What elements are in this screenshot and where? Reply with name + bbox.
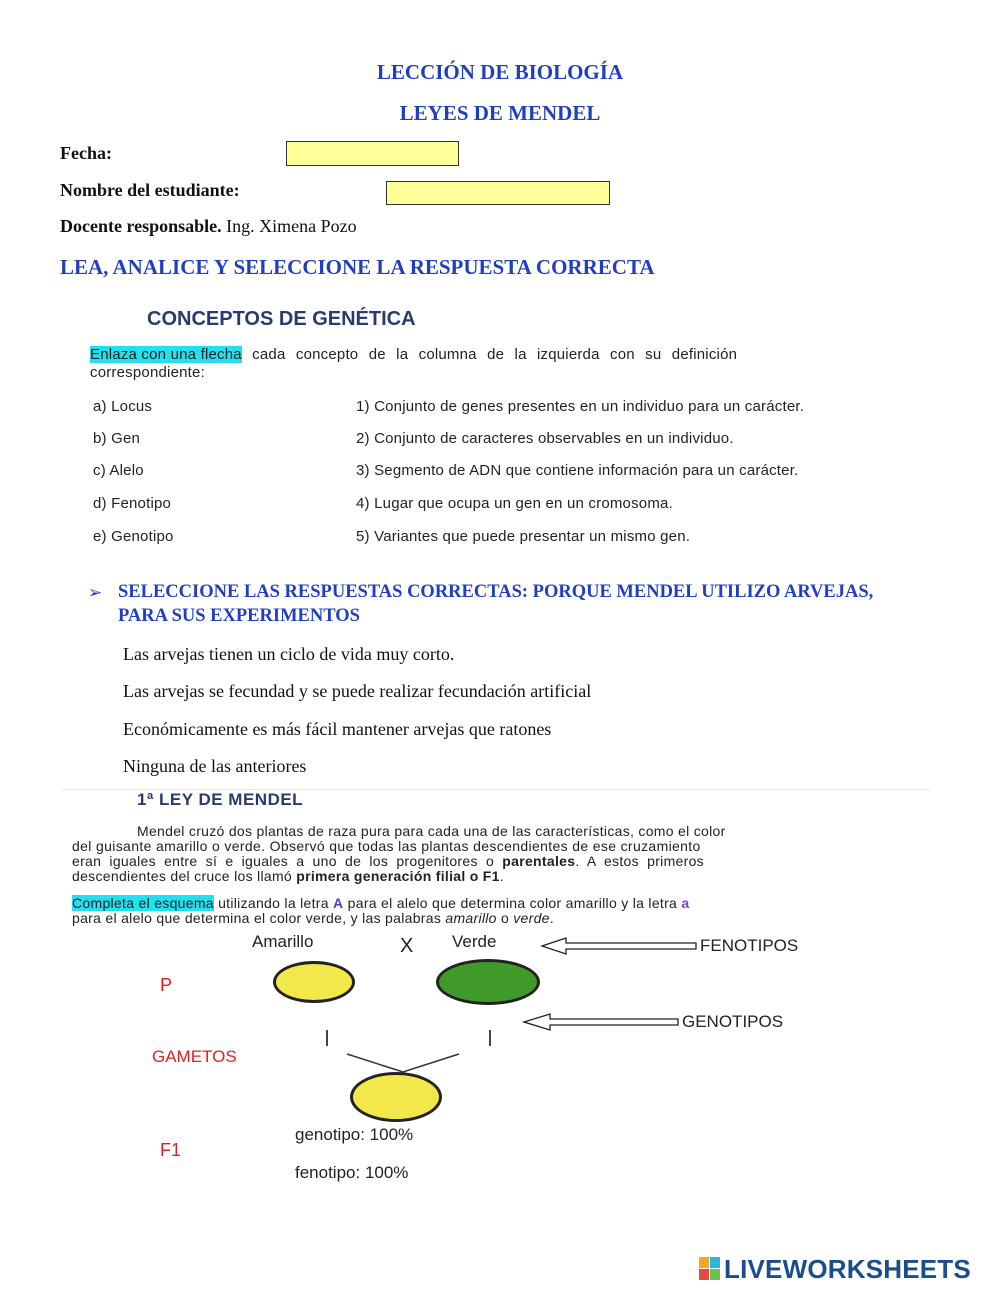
verde-label: Verde [452, 932, 497, 951]
genotipos-arrow-icon [522, 1010, 682, 1034]
answer-option-4[interactable]: Ninguna de las anteriores [123, 756, 307, 776]
genotipos-label: GENOTIPOS [682, 1012, 784, 1031]
task-amarillo: amarillo [445, 910, 497, 926]
concept-right-4[interactable]: 4) Lugar que ocupa un gen en un cromosoma. [356, 495, 673, 512]
concept-right-1[interactable]: 1) Conjunto de genes presentes en un individuo para un carácter. [356, 398, 805, 415]
fenotipo-label: fenotipo: 100% [295, 1163, 409, 1182]
para-line4-end: . [499, 868, 504, 884]
question-line2: PARA SUS EXPERIMENTOS [118, 606, 360, 626]
docente-value: Ing. Ximena Pozo [221, 216, 357, 236]
green-parent-circle [436, 959, 540, 1005]
para-line3-bold: parentales [502, 853, 576, 869]
gamete-mark-left [326, 1030, 328, 1046]
mendel-para-line1: Mendel cruzó dos plantas de raza pura para cada una de las características, como el color [137, 823, 726, 839]
task-letter-A: A [333, 895, 344, 911]
fenotipos-label: FENOTIPOS [700, 936, 799, 955]
question-line1: SELECCIONE LAS RESPUESTAS CORRECTAS: PORQUE MENDEL UTILIZO ARVEJAS, [118, 582, 874, 602]
cross-x-label: X [400, 935, 414, 957]
liveworksheets-logo [699, 1257, 721, 1281]
mendel-para-line2: del guisante amarillo o verde. Observó que todas las plantas descendientes de ese cruzamiento [72, 838, 701, 854]
concept-left-b[interactable]: b) Gen [93, 430, 141, 447]
docente-line [60, 216, 357, 237]
answer-option-1[interactable]: Las arvejas tienen un ciclo de vida muy corto. [123, 644, 455, 664]
task-line2 [72, 910, 554, 926]
concept-right-3[interactable]: 3) Segmento de ADN que contiene información para un carácter. [356, 462, 799, 479]
bullet-arrow-icon: ➢ [88, 583, 103, 602]
answer-option-3[interactable]: Económicamente es más fácil mantener arvejas que ratones [123, 719, 552, 739]
task-l1a: utilizando la letra [213, 895, 334, 911]
para-line3-text: eran iguales entre sí e iguales a uno de los progenitores o [72, 853, 495, 869]
task-l2a: para el alelo que determina el color verde, y las palabras [72, 910, 446, 926]
fecha-label: Fecha: [60, 143, 112, 163]
instruction-heading: LEA, ANALICE Y SELECCIONE LA RESPUESTA CORRECTA [60, 255, 655, 279]
fecha-input[interactable] [286, 141, 459, 166]
mendel-para-line3 [72, 853, 704, 869]
conceptos-title: CONCEPTOS DE GENÉTICA [147, 308, 416, 330]
task-l1b: para el alelo que determina color amarillo y la letra [343, 895, 682, 911]
f1-label: F1 [160, 1140, 182, 1160]
page-title: LECCIÓN DE BIOLOGÍA [376, 60, 624, 84]
concept-right-2[interactable]: 2) Conjunto de caracteres observables en un individuo. [356, 430, 734, 447]
task-letter-a: a [681, 895, 690, 911]
p-label: P [160, 975, 173, 995]
liveworksheets-brand: LIVEWORKSHEETS [724, 1254, 971, 1284]
page-subtitle: LEYES DE MENDEL [399, 101, 601, 125]
para-line4-bold: primera generación filial o F1 [296, 868, 500, 884]
liveworksheets-logo-icon [699, 1257, 721, 1281]
amarillo-label: Amarillo [252, 932, 314, 951]
yellow-f1-circle [350, 1072, 442, 1122]
para-line3-end: . A estos primeros [575, 853, 704, 869]
task-verde: verde [513, 910, 550, 926]
task-line1 [72, 895, 689, 911]
concept-left-a[interactable]: a) Locus [93, 398, 153, 415]
genotipo-label: genotipo: 100% [295, 1125, 414, 1144]
intro-rest: cada concepto de la columna de la izquierda con su definición [241, 346, 738, 363]
nombre-label: Nombre del estudiante: [60, 180, 240, 200]
concept-left-e[interactable]: e) Genotipo [93, 528, 174, 545]
gamete-mark-right [489, 1030, 491, 1046]
fenotipos-arrow-icon [540, 934, 700, 958]
yellow-parent-circle [273, 961, 355, 1003]
task-o: o [496, 910, 514, 926]
concept-left-d[interactable]: d) Fenotipo [93, 495, 172, 512]
nombre-input[interactable] [386, 181, 610, 205]
concept-right-5[interactable]: 5) Variantes que puede presentar un mismo gen. [356, 528, 691, 545]
intro-highlight: Enlaza con una flecha [90, 346, 242, 363]
mendel-title: 1ª LEY DE MENDEL [137, 790, 304, 809]
mendel-para-line4 [72, 868, 504, 884]
answer-option-2[interactable]: Las arvejas se fecundad y se puede realizar fecundación artificial [123, 681, 592, 701]
task-end: . [549, 910, 554, 926]
conceptos-intro-line2: correspondiente: [90, 364, 205, 381]
para-line4-text: descendientes del cruce los llamó [72, 868, 293, 884]
concept-left-c[interactable]: c) Alelo [93, 462, 144, 479]
conceptos-intro [90, 346, 737, 363]
docente-label: Docente responsable. [60, 216, 222, 236]
gametos-label: GAMETOS [152, 1047, 237, 1066]
task-highlight: Completa el esquema [72, 895, 214, 911]
